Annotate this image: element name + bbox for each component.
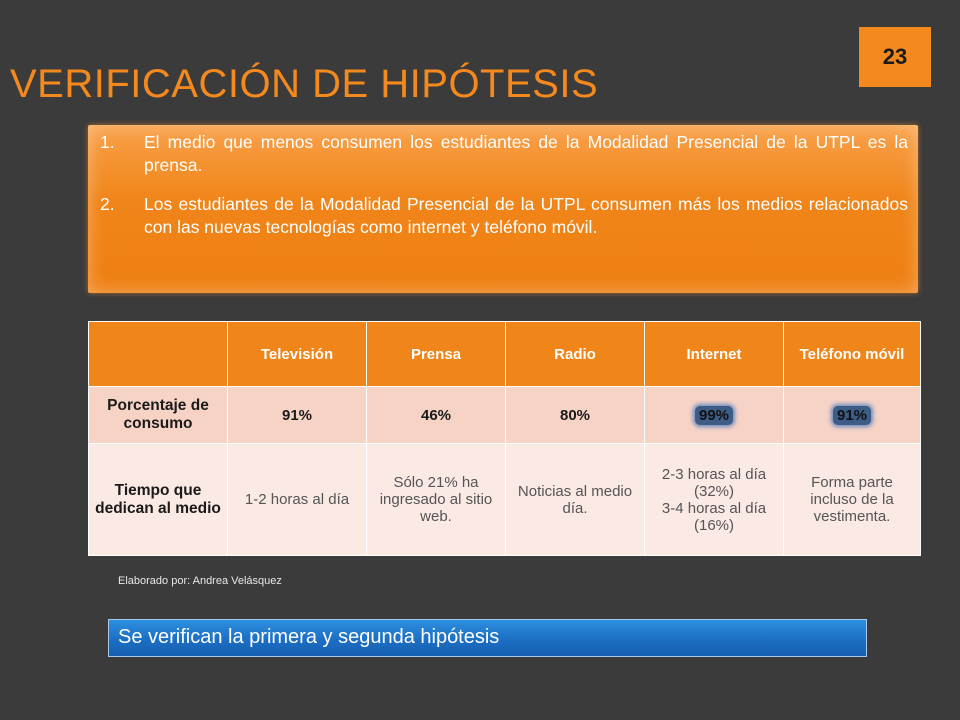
cell-time-internet [645, 444, 784, 556]
row-label-porcentaje: Porcentaje de consumo [89, 387, 228, 444]
cell-pct-prensa: 46% [367, 387, 506, 444]
hypothesis-text: El medio que menos consumen los estudiantes de la Modalidad Presencial de la UTPL es la prensa. [144, 132, 908, 175]
table-corner-cell [89, 322, 228, 387]
header-telefono: Teléfono móvil [784, 322, 921, 387]
conclusion-banner: Se verifican la primera y segunda hipótesis [108, 619, 867, 657]
page-number: 23 [859, 27, 931, 87]
hypothesis-text: Los estudiantes de la Modalidad Presencial de la UTPL consumen más los medios relacionados con las nuevas tecnologías como internet y teléfono móvil. [144, 194, 908, 237]
highlight-internet-pct: 99% [695, 406, 733, 425]
cell-time-prensa: Sólo 21% ha ingresado al sitio web. [367, 444, 506, 556]
cell-pct-internet [645, 387, 784, 444]
hypothesis-number: 1. [100, 132, 115, 152]
cell-time-television: 1-2 horas al día [228, 444, 367, 556]
cell-pct-radio: 80% [506, 387, 645, 444]
hypothesis-number: 2. [100, 194, 115, 214]
header-television: Televisión [228, 322, 367, 387]
media-consumption-table [88, 321, 921, 556]
cell-pct-television: 91% [228, 387, 367, 444]
table-row [89, 444, 921, 556]
table-row [89, 387, 921, 444]
row-label-tiempo: Tiempo que dedican al medio [89, 444, 228, 556]
header-internet: Internet [645, 322, 784, 387]
hypothesis-item-1 [100, 131, 908, 177]
internet-time-line-2: 3-4 horas al día (16%) [661, 499, 767, 534]
header-radio: Radio [506, 322, 645, 387]
credit-note: Elaborado por: Andrea Velásquez [118, 575, 282, 587]
header-prensa: Prensa [367, 322, 506, 387]
hypothesis-item-2 [100, 193, 908, 239]
table-header-row [89, 322, 921, 387]
hypotheses-box [88, 125, 918, 293]
cell-pct-telefono [784, 387, 921, 444]
cell-time-telefono: Forma parte incluso de la vestimenta. [784, 444, 921, 556]
slide-title: VERIFICACIÓN DE HIPÓTESIS [10, 62, 599, 106]
internet-time-line-1: 2-3 horas al día (32%) [661, 465, 767, 500]
cell-time-radio: Noticias al medio día. [506, 444, 645, 556]
highlight-telefono-pct: 91% [833, 406, 871, 425]
